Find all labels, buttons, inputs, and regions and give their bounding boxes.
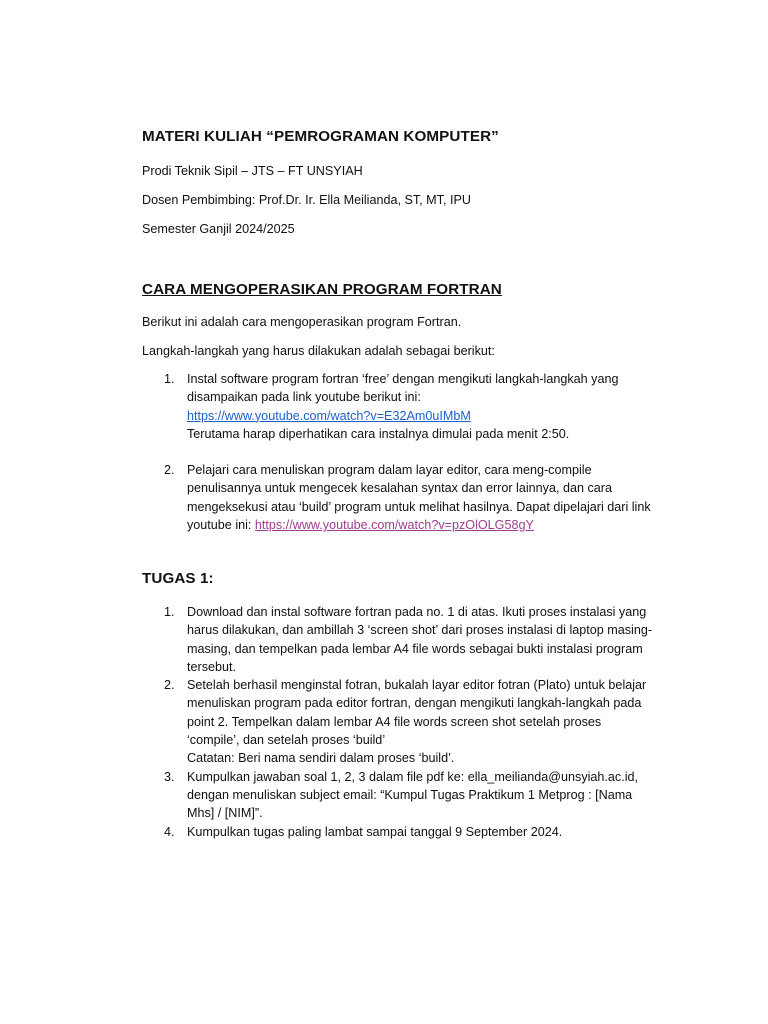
- steps-list: [142, 370, 672, 534]
- list-number: 2.: [164, 678, 175, 693]
- list-item: [142, 823, 672, 841]
- task3-line: dengan menuliskan subject email: “Kumpul Tugas Praktikum 1 Metprog : [Nama: [187, 787, 633, 802]
- task3-line: Kumpulkan jawaban soal 1, 2, 3 dalam file pdf ke: ella_meilianda@unsyiah.ac.id,: [187, 769, 639, 784]
- list-number: 1.: [164, 372, 175, 386]
- list-item: [142, 603, 672, 676]
- steps-intro-text: Langkah-langkah yang harus dilakukan adalah sebagai berikut:: [142, 344, 495, 358]
- list-item: [142, 676, 672, 767]
- task2-line: point 2. Tempelkan dalam lembar A4 file words screen shot setelah proses: [187, 714, 602, 729]
- prodi-line: Prodi Teknik Sipil – JTS – FT UNSYIAH: [142, 164, 363, 178]
- tasks-list: [142, 603, 672, 841]
- step2-line4-prefix: youtube ini:: [187, 518, 255, 533]
- task2-line: menuliskan program pada editor fortran, dengan mengikuti langkah-langkah pada: [187, 696, 642, 711]
- list-item: [142, 768, 672, 823]
- task4-line: Kumpulkan tugas paling lambat sampai tanggal 9 September 2024.: [187, 824, 563, 839]
- intro-text: Berikut ini adalah cara mengoperasikan program Fortran.: [142, 315, 462, 329]
- youtube-link-compile[interactable]: https://www.youtube.com/watch?v=pzOlOLG58gY: [254, 518, 534, 533]
- task2-line: Setelah berhasil menginstal fotran, bukalah layar editor fotran (Plato) untuk belajar: [187, 678, 647, 693]
- step1-line2: disampaikan pada link youtube berikut ini:: [187, 390, 421, 405]
- task1-line: harus dilakukan, dan ambillah 3 ‘screen shot’ dari proses instalasi di laptop masing-: [187, 623, 653, 638]
- list-number: 1.: [164, 605, 175, 619]
- task2-line: ‘compile’, dan setelah proses ‘build’: [187, 733, 386, 748]
- step1-line1: Instal software program fortran ‘free’ dengan mengikuti langkah-langkah yang: [187, 372, 619, 386]
- list-item: [142, 461, 672, 534]
- tugas-heading: TUGAS 1:: [142, 570, 214, 587]
- task1-line: tersebut.: [187, 659, 237, 674]
- list-item: [142, 370, 672, 443]
- step2-line2: penulisannya untuk mengecek kesalahan syntax dan error lainnya, dan cara: [187, 481, 612, 496]
- semester-line: Semester Ganjil 2024/2025: [142, 222, 295, 236]
- task1-line: masing, dan tempelkan pada lembar A4 file words sebagai bukti instalasi program: [187, 641, 643, 656]
- task2-line: Catatan: Beri nama sendiri dalam proses ‘build’.: [187, 751, 455, 766]
- dosen-line: Dosen Pembimbing: Prof.Dr. Ir. Ella Meilianda, ST, MT, IPU: [142, 193, 471, 207]
- list-number: 2.: [164, 463, 175, 478]
- step1-line4: Terutama harap diperhatikan cara instalnya dimulai pada menit 2:50.: [187, 426, 570, 441]
- document-title: MATERI KULIAH “PEMROGRAMAN KOMPUTER”: [142, 128, 499, 145]
- list-number: 4.: [164, 824, 175, 839]
- step2-line3: mengeksekusi atau ‘build’ program untuk melihat hasilnya. Dapat dipelajari dari link: [187, 499, 651, 514]
- youtube-link-install[interactable]: https://www.youtube.com/watch?v=E32Am0uIMbM: [187, 408, 471, 423]
- task1-line: Download dan instal software fortran pada no. 1 di atas. Ikuti proses instalasi yang: [187, 605, 647, 619]
- section-heading-fortran: CARA MENGOPERASIKAN PROGRAM FORTRAN: [142, 281, 502, 298]
- step2-line1: Pelajari cara menuliskan program dalam layar editor, cara meng-compile: [187, 463, 592, 478]
- task3-line: Mhs] / [NIM]”.: [187, 806, 263, 821]
- list-number: 3.: [164, 769, 175, 784]
